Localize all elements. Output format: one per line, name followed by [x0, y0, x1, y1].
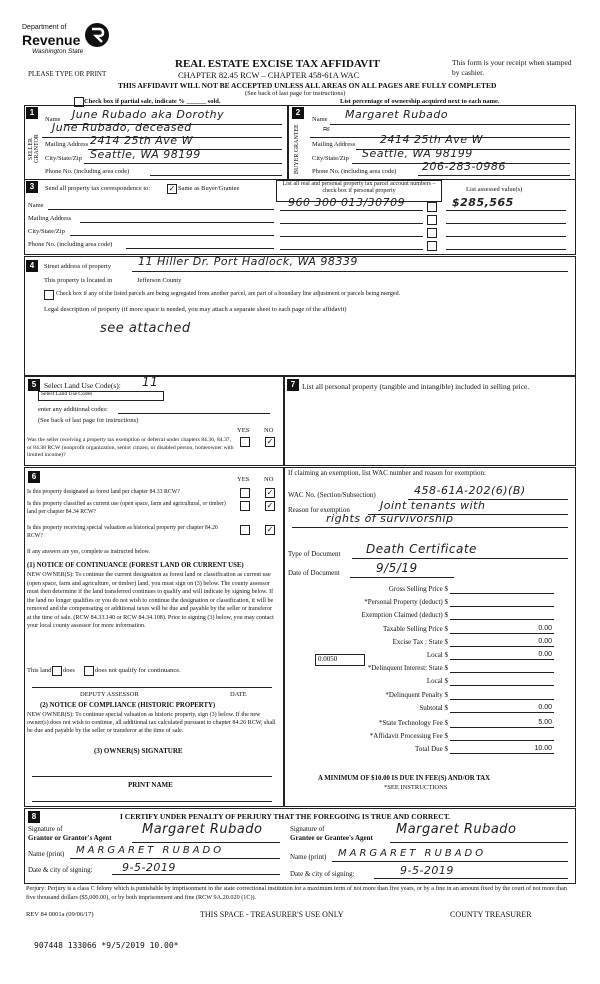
- section-1-number: 1: [26, 107, 38, 119]
- seller-name-label: Name: [45, 116, 61, 123]
- additional-codes-label: enter any additional codes:: [38, 406, 108, 413]
- personal-label: List all personal property (tangible and intangible) included in selling price.: [302, 382, 530, 391]
- receipt-note: This form is your receipt when stamped by cashier.: [452, 58, 572, 77]
- minimum-due-note: A MINIMUM OF $10.00 IS DUE IN FEE(S) AND/OR TAX: [318, 775, 491, 782]
- personal-property-checkbox-4[interactable]: [427, 241, 437, 251]
- calc-row-label: Exemption Claimed (deduct) $: [361, 611, 448, 620]
- section-6-number: 6: [28, 471, 40, 483]
- land-use-yes: YES: [237, 427, 250, 434]
- buyer-address-label: Mailing Address: [312, 141, 356, 148]
- q3-yes-checkbox[interactable]: [240, 525, 250, 535]
- notice1-body: NEW OWNER(S): To continue the current designation as forest land or classification as current use (open space, farm and agriculture, or timber) land, you must sign on (3) below. The county assessor must then determine if the land transferred continues to qualify and will indicate by signing below. If the land no longer qualifies or you do not wish to continue the designation or classification, it will be removed and the compensating or additional taxes will be due and payable by the seller or transferor at the time of sale. (RCW 84.33.140 or RCW 84.34.108). Prior to signing (3) below, you may contact your local county assessor for more information.: [27, 572, 274, 629]
- calc-row-label: *Delinquent Penalty $: [385, 690, 448, 699]
- buyer-side-label: BUYER GRANTEE: [294, 124, 300, 174]
- seller-address-value[interactable]: 2414 25th Ave W: [90, 134, 193, 147]
- buyer-name-label: Name: [312, 116, 328, 123]
- print-name-label: PRINT NAME: [128, 781, 173, 789]
- land-does-not-checkbox[interactable]: [84, 666, 94, 676]
- corr-city-label: City/State/Zip: [28, 228, 65, 235]
- segregation-checkbox[interactable]: [44, 290, 54, 300]
- calc-row-label: Excise Tax : State $: [392, 637, 448, 646]
- certify-text: I CERTIFY UNDER PENALTY OF PERJURY THAT THE FOREGOING IS TRUE AND CORRECT.: [120, 812, 451, 821]
- deputy-assessor: DEPUTY ASSESSOR: [80, 691, 139, 698]
- grantor-name[interactable]: MARGARET RUBADO: [76, 845, 225, 856]
- q2-no-checkbox[interactable]: ✓: [266, 501, 274, 510]
- corr-name-label: Name: [28, 202, 44, 209]
- same-as-buyer-checkbox[interactable]: ✓: [168, 184, 176, 193]
- partial-sale-label: Check box if partial sale, indicate % ______ sold.: [84, 98, 221, 105]
- calc-row-value[interactable]: 0.00: [538, 703, 552, 711]
- q1-no-checkbox[interactable]: ✓: [266, 488, 274, 497]
- reason-value-2[interactable]: rights of survivorship: [326, 512, 454, 525]
- forest-if-yes: If any answers are yes, complete as instructed below.: [27, 549, 150, 555]
- dor-logo: [22, 22, 117, 62]
- exemption-header: If claiming an exemption, list WAC number and reason for exemption:: [288, 469, 486, 477]
- section-6-forest: [24, 467, 284, 807]
- land-does-label: This land: [27, 667, 52, 674]
- perjury-note: Perjury: Perjury is a class C felony which is punishable by imprisonment in the state correctional institution for a maximum term of not more than five years, or by a fine in an amount fixed by the court of not more than five thousand dollars ($5,000.00), or by both imprisonment and fine (RCW 9A.20.020 (1C)).: [26, 885, 567, 901]
- buyer-phone-label: Phone No. (including area code): [312, 168, 397, 175]
- wac-label: WAC No. (Section/Subsection): [288, 491, 376, 499]
- corr-address-label: Mailing Address: [28, 215, 72, 222]
- grantor-sig-label-2: Grantor or Grantor's Agent: [28, 834, 112, 842]
- buyer-phone-value[interactable]: 206-283-0986: [422, 160, 506, 173]
- q2-yes-checkbox[interactable]: [240, 501, 250, 511]
- calc-row-label: *Delinquent Interest: State $: [367, 664, 448, 673]
- personal-property-checkbox-1[interactable]: [427, 202, 437, 212]
- county-treasurer: COUNTY TREASURER: [450, 910, 532, 919]
- seller-city-label: City/State/Zip: [45, 155, 82, 162]
- street-value[interactable]: 11 Hiller Dr. Port Hadlock, WA 98339: [138, 255, 358, 268]
- land-use-no: NO: [264, 427, 274, 434]
- forest-q3: Is this property receiving special valuation as historical property per chapter 84.26 RCW?: [27, 525, 218, 539]
- please-type: PLEASE TYPE OR PRINT: [28, 70, 107, 78]
- grantee-sig-label-2: Grantee or Grantee's Agent: [290, 834, 373, 842]
- calc-row-value[interactable]: 10.00: [534, 745, 552, 753]
- calc-row-value[interactable]: 0.00: [538, 651, 552, 658]
- q3-no-checkbox[interactable]: ✓: [266, 525, 274, 534]
- deputy-date: DATE: [230, 691, 247, 698]
- doc-type-label: Type of Document: [288, 550, 341, 558]
- seller-address-label: Mailing Address: [45, 141, 89, 148]
- dept-line3: Washington State: [32, 48, 84, 55]
- correspondence-label: Send all property tax correspondence to:: [45, 185, 151, 192]
- does-label: does: [63, 667, 75, 674]
- county-value: Jefferson County: [137, 277, 182, 284]
- land-does-checkbox[interactable]: [52, 666, 62, 676]
- ownership-note: List percentage of ownership acquired next to each name.: [340, 98, 500, 105]
- grantee-date[interactable]: 9-5-2019: [400, 864, 454, 877]
- rev-number: REV 84 0001a (09/06/17): [26, 911, 94, 918]
- dor-emblem-icon: [84, 22, 110, 48]
- parcel-value[interactable]: 960 300 013/30709: [288, 196, 406, 209]
- calc-row-value[interactable]: 0.00: [538, 624, 552, 632]
- grantee-signature[interactable]: Margaret Rubado: [396, 822, 517, 837]
- dept-line1: Department of: [22, 24, 67, 31]
- grantor-signature[interactable]: Margaret Rubado: [142, 822, 263, 837]
- grantee-date-label: Date & city of signing:: [290, 870, 355, 878]
- buyer-name-value[interactable]: Margaret Rubado: [345, 108, 449, 121]
- personal-property-checkbox-2[interactable]: [427, 215, 437, 225]
- form-title: REAL ESTATE EXCISE TAX AFFIDAVIT: [175, 58, 380, 70]
- doc-date-label: Date of Document: [288, 569, 340, 577]
- grantor-date-label: Date & city of signing:: [28, 866, 93, 874]
- segregation-label: Check box if any of the listed parcels are being segregated from another parcel, are part of a boundary line adjustment or parcels being merged.: [56, 291, 401, 297]
- does-not-label: does not qualify for continuance.: [95, 667, 181, 674]
- calc-row-label: Subtotal $: [419, 703, 448, 712]
- buyer-city-value[interactable]: Seattle, WA 98199: [362, 147, 473, 160]
- calc-row-label: *State Technology Fee $: [378, 719, 448, 727]
- section-4-number: 4: [26, 260, 38, 272]
- forest-q1: Is this property designated as forest land per chapter 84.33 RCW?: [27, 489, 180, 495]
- legal-value[interactable]: see attached: [100, 321, 191, 336]
- seller-phone-label: Phone No. (including area code): [45, 168, 130, 175]
- form-chapter: CHAPTER 82.45 RCW – CHAPTER 458-61A WAC: [178, 70, 360, 80]
- calc-row-label: Local $: [426, 651, 448, 659]
- calc-row-value[interactable]: 5.00: [538, 719, 552, 726]
- grantor-name-label: Name (print): [28, 850, 65, 858]
- calc-row-label: Taxable Selling Price $: [382, 624, 448, 633]
- forest-yes: YES: [237, 476, 250, 483]
- see-instructions: *SEE INSTRUCTIONS: [384, 784, 448, 791]
- wac-value[interactable]: 458-61A-202(6)(B): [414, 484, 526, 497]
- calc-row-label: Gross Selling Price $: [388, 585, 448, 593]
- same-as-buyer-label: Same as Buyer/Grantee: [178, 185, 240, 192]
- forest-q2: Is this property classified as current use (open space, farm and agricultural, or timber) land per chapter 84.34 RCW?: [27, 501, 226, 515]
- reason-label: Reason for exemption: [288, 506, 350, 514]
- grantee-sig-label-1: Signature of: [290, 825, 325, 833]
- treasurer-space: THIS SPACE - TREASURER'S USE ONLY: [200, 910, 344, 919]
- located-label: This property is located in: [44, 277, 113, 284]
- forest-no: NO: [264, 476, 274, 483]
- section-2-number: 2: [292, 107, 304, 119]
- land-use-see-back: (See back of last page for instructions): [38, 417, 139, 424]
- land-use-select-text: Select Land Use Codes: [41, 391, 93, 397]
- doc-date-value[interactable]: 9/5/19: [376, 561, 418, 575]
- buyer-city-label: City/State/Zip: [312, 155, 349, 162]
- corr-phone-label: Phone No. (including area code): [28, 241, 113, 248]
- street-label: Street address of property: [44, 263, 111, 270]
- see-back: (See back of last page for instructions): [245, 90, 346, 97]
- grantee-name[interactable]: MARGARET RUBADO: [338, 848, 487, 859]
- section-8-number: 8: [28, 811, 40, 823]
- owner-signature-label: (3) OWNER(S) SIGNATURE: [94, 747, 183, 755]
- reason-value-1[interactable]: Joint tenants with: [380, 499, 486, 512]
- calc-row-label: *Affidavit Processing Fee $: [369, 732, 448, 741]
- section-4-property: [24, 256, 576, 376]
- seller-name-value[interactable]: June Rubado aka Dorothy: [72, 108, 225, 121]
- seller-side-label: SELLER GRANTOR: [28, 134, 40, 164]
- personal-property-checkbox-3[interactable]: [427, 228, 437, 238]
- warning-text: THIS AFFIDAVIT WILL NOT BE ACCEPTED UNLESS ALL AREAS ON ALL PAGES ARE FULLY COMPLETED: [118, 81, 497, 90]
- parcel-header: List all real and personal property tax parcel account numbers – check box if personal property: [282, 181, 436, 194]
- notice1-title: (1) NOTICE OF CONTINUANCE (FOREST LAND OR CURRENT USE): [27, 562, 244, 569]
- grantor-sig-label-1: Signature of: [28, 825, 63, 833]
- q1-yes-checkbox[interactable]: [240, 488, 250, 498]
- assessed-header: List assessed value(s): [466, 186, 523, 193]
- section-3-number: 3: [26, 181, 38, 193]
- cashier-stamp: 907448 133066 *9/5/2019 10.00*: [34, 941, 179, 950]
- calc-row-label: Total Due $: [415, 745, 448, 754]
- calc-row-value[interactable]: 0.00: [538, 637, 552, 645]
- grantee-name-label: Name (print): [290, 853, 327, 861]
- section-5-number: 5: [28, 379, 40, 391]
- section-7-number: 7: [287, 379, 299, 391]
- calc-row-label: *Personal Property (deduct) $: [364, 598, 448, 607]
- notice2-title: (2) NOTICE OF COMPLIANCE (HISTORIC PROPERTY): [40, 702, 216, 709]
- exemption-no-checkbox[interactable]: ✓: [266, 437, 274, 446]
- doc-type-value[interactable]: Death Certificate: [366, 542, 477, 556]
- land-use-label: Select Land Use Code(s):: [44, 381, 121, 390]
- calc-row-label: Local $: [426, 677, 448, 686]
- legal-label: Legal description of property (if more space is needed, you may attach a separate sheet to each page of the affidavit): [44, 306, 347, 313]
- buyer-scribble: ≈: [322, 124, 331, 135]
- dept-line2: Revenue: [22, 32, 81, 48]
- local-rate-value: 0.0050: [318, 655, 338, 663]
- notice2-body: NEW OWNER(S): To continue special valuation as historic property, sign (3) below. If the new owner(s) does not wish to continue, all additional tax calculated pursuant to chapter 84.26 RCW, shall be due and payable by the seller or transferor at the time of sale.: [27, 712, 276, 734]
- exemption-question: Was the seller receiving a property tax exemption or deferral under chapters 84.36, 84.37, or 84.38 RCW (nonprofit organization, senior citizen, or disabled person, homeowner with limited income)?: [27, 437, 234, 458]
- grantor-date[interactable]: 9-5-2019: [122, 861, 176, 874]
- exemption-yes-checkbox[interactable]: [240, 437, 250, 447]
- buyer-address-value[interactable]: 2414 25th Ave W: [380, 133, 483, 146]
- seller-name-value2[interactable]: June Rubado, deceased: [52, 121, 192, 134]
- seller-city-value[interactable]: Seattle, WA 98199: [90, 148, 201, 161]
- assessed-value[interactable]: $285,565: [452, 196, 514, 209]
- land-use-value[interactable]: 11: [142, 375, 159, 389]
